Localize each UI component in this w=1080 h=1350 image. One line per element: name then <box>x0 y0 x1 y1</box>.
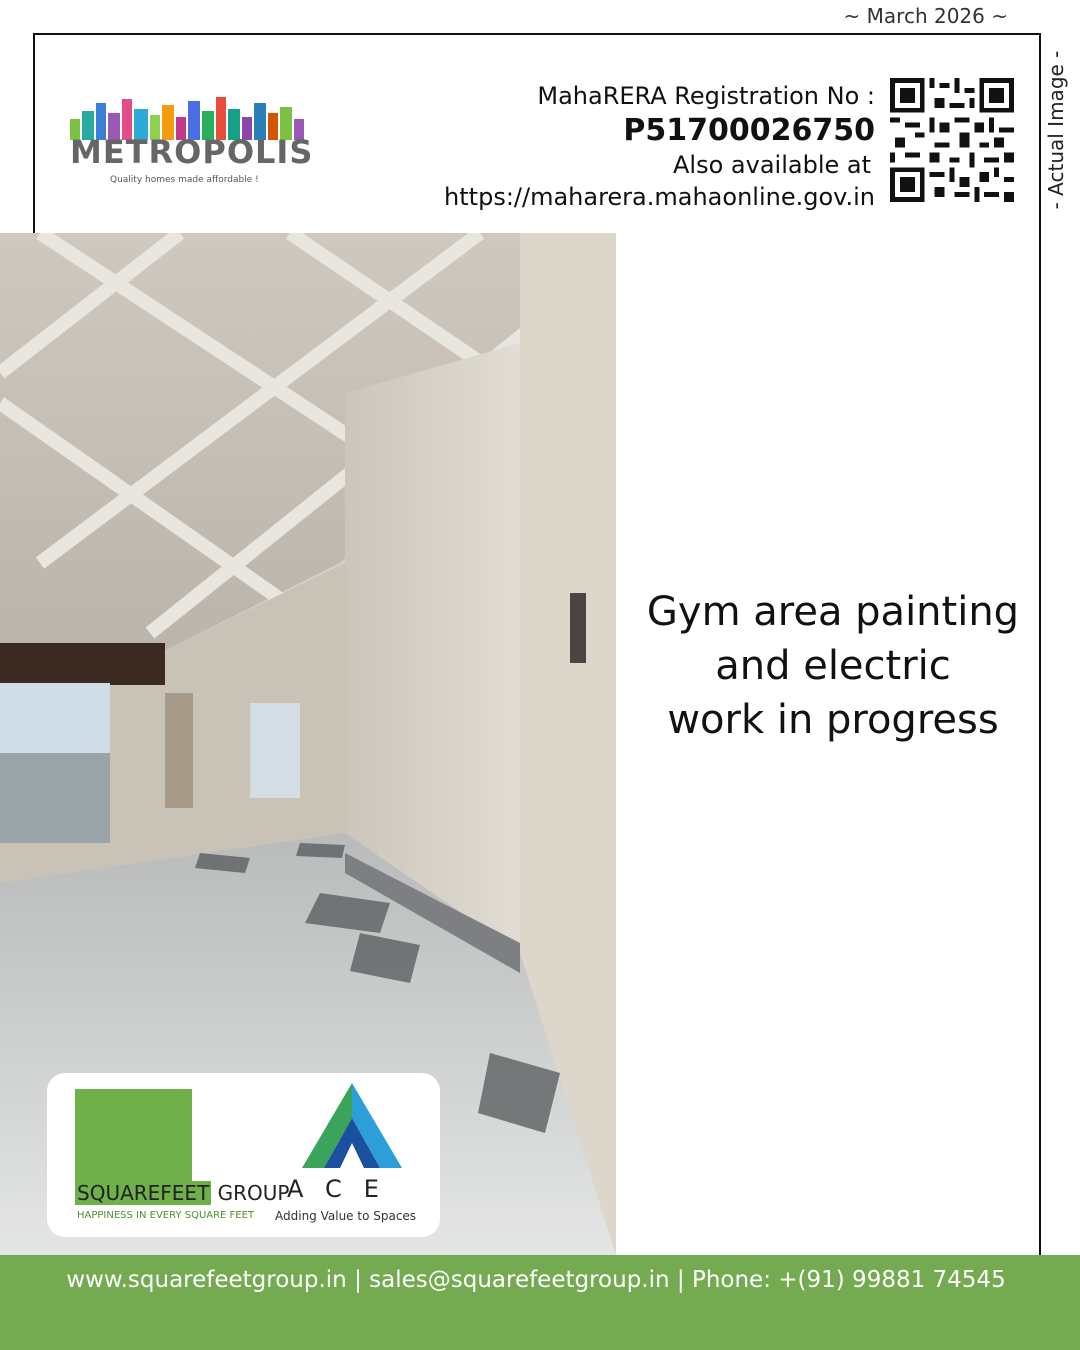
squarefeet-word: SQUAREFEET <box>77 1181 210 1205</box>
caption-line-3: work in progress <box>667 697 999 743</box>
squarefeet-group-word: GROUP <box>217 1181 290 1205</box>
squarefeet-tagline: HAPPINESS IN EVERY SQUARE FEET <box>77 1210 255 1221</box>
squarefeet-logo-box <box>75 1089 192 1189</box>
caption-line-1: Gym area painting <box>646 589 1020 635</box>
footer-bar <box>0 1255 1080 1350</box>
ace-wordmark: ACE <box>287 1175 401 1203</box>
squarefeet-wordmark <box>75 1181 290 1205</box>
qr-code-icon <box>890 78 1014 202</box>
metropolis-logo <box>70 95 314 190</box>
rera-number: P51700026750 <box>623 113 875 148</box>
caption-line-2: and electric <box>715 643 951 689</box>
progress-caption <box>616 585 1050 747</box>
partner-logos-card <box>47 1073 440 1237</box>
ace-tagline: Adding Value to Spaces <box>275 1209 417 1223</box>
metropolis-wordmark: METROPOLIS <box>70 133 314 171</box>
metropolis-tagline: Quality homes made affordable ! <box>110 175 259 185</box>
footer-contact-text[interactable]: www.squarefeetgroup.in | sales@squarefeetgroup.in | Phone: +(91) 99881 74545 <box>66 1267 1006 1293</box>
date-line: ~ March 2026 ~ <box>843 4 1008 28</box>
ace-triangle-logo <box>302 1083 402 1173</box>
side-label: - Actual Image - <box>1044 50 1068 210</box>
rera-url[interactable]: https://maharera.mahaonline.gov.in <box>444 183 875 211</box>
rera-label: MahaRERA Registration No : <box>537 82 875 110</box>
rera-info <box>444 80 875 214</box>
rera-available-text: Also available at <box>673 151 871 179</box>
